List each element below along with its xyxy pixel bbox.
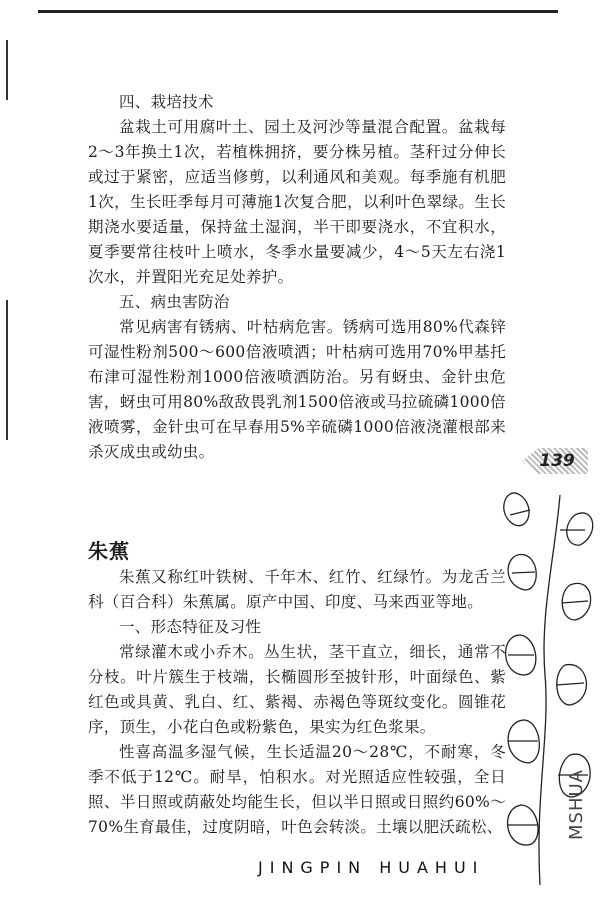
section-heading: 四、栽培技术: [119, 93, 214, 111]
top-rule: [38, 10, 558, 13]
section-paragraph: 性喜高温多湿气候，生长适温20～28℃，不耐寒，冬季不低于12℃。耐旱，怕积水。对光照适应性较强，全日照、半日照或荫蔽处均能生长，但以半日照或日照约60%～70%生育最佳，过度阴暗，叶色会转淡。土壤以肥沃疏松、: [88, 743, 506, 836]
section-pests: [88, 290, 506, 465]
margin-line: [6, 300, 8, 440]
watermark: MSHUA: [566, 769, 587, 840]
section-heading: 五、病虫害防治: [119, 293, 230, 311]
section-paragraph: 盆栽土可用腐叶土、园土及河沙等量混合配置。盆栽每2～3年换土1次，若植株拥挤，要分株另植。茎秆过分伸长或过于紧密，应适当修剪，以利通风和美观。每季施有机肥1次，生长旺季每月可薄施1次复合肥，以利叶色翠绿。生长期浇水要适量，保持盆土湿润，半干即要浇水，不宜积水，夏季要常往枝叶上喷水，冬季水量要减少，4～5天左右浇1次水，并置阳光充足处养护。: [88, 118, 506, 286]
section-cultivation: [88, 90, 506, 290]
margin-line: [6, 40, 8, 100]
plant-description: [88, 565, 506, 840]
intro-paragraph: 朱蕉又称红叶铁树、千年木、红竹、红绿竹。为龙舌兰科（百合科）朱蕉属。原产中国、印度、马来西亚等地。: [88, 568, 506, 611]
footer-text: JINGPIN HUAHUI: [258, 858, 485, 877]
section-paragraph: 常见病害有锈病、叶枯病危害。锈病可选用80%代森锌可湿性粉剂500～600倍液喷洒；叶枯病可选用70%甲基托布津可湿性粉剂1000倍液喷洒防治。另有蚜虫、金针虫危害，蚜虫可用80%敌敌畏乳剂1500倍液或马拉硫磷1000倍液喷雾，金针虫可在早春用5%辛硫磷1000倍液浇灌根部来杀灭成虫或幼虫。: [88, 318, 506, 461]
section-paragraph: 常绿灌木或小乔木。丛生状，茎干直立，细长，通常不分枝。叶片簇生于枝端，长椭圆形至披针形，叶面绿色、紫红色或具黄、乳白、红、紫褐、赤褐色等斑纹变化。圆锥花序，顶生，小花白色或粉紫色，果实为红色浆果。: [88, 643, 506, 736]
plant-title: 朱蕉: [88, 539, 130, 563]
page-number: 139: [528, 446, 586, 476]
section-heading: 一、形态特征及习性: [119, 618, 262, 636]
